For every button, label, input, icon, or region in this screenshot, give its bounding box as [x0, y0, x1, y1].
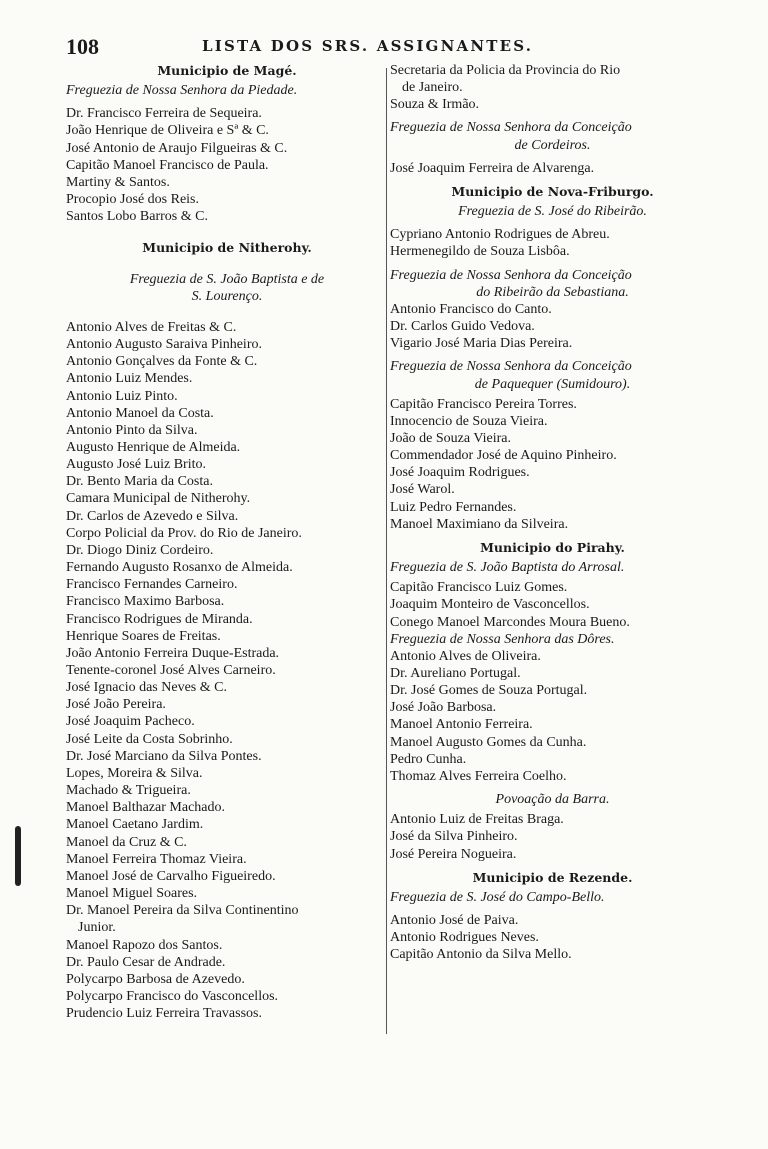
entry: Augusto Henrique de Almeida. [66, 439, 241, 455]
entry: Antonio Alves de Freitas & C. [66, 319, 237, 335]
parish-heading: Freguezia de Nossa Senhora da Conceição [390, 359, 632, 375]
entry: Dr. Aureliano Portugal. [390, 666, 521, 681]
entry: Camara Municipal de Nitherohy. [66, 491, 251, 507]
entry: Lopes, Moreira & Silva. [66, 765, 203, 781]
running-title: LISTA DOS SRS. ASSIGNANTES. [202, 37, 534, 55]
entry: Conego Manoel Marcondes Moura Bueno. [390, 614, 630, 630]
entry: Antonio Rodrigues Neves. [390, 930, 539, 946]
parish-heading: Freguezia de Nossa Senhora da Conceição [390, 267, 632, 283]
entry: José da Silva Pinheiro. [390, 829, 518, 845]
entry: Dr. Bento Maria da Costa. [66, 474, 213, 490]
entry: Manoel Maximiano da Silveira. [390, 516, 569, 532]
entry: José Joaquim Pacheco. [66, 714, 195, 730]
entry: Capitão Manoel Francisco de Paula. [66, 157, 269, 173]
entry: José João Pereira. [66, 697, 166, 713]
entry: Fernando Augusto Rosanxo de Almeida. [66, 560, 293, 576]
entry-list [390, 912, 715, 963]
entry: Dr. Francisco Ferreira de Sequeira. [66, 106, 262, 122]
entry: Polycarpo Barbosa de Azevedo. [66, 971, 245, 987]
entry: Prudencio Luiz Ferreira Travassos. [66, 1006, 262, 1022]
parish-heading: Freguezia de S. João Baptista e de [129, 271, 325, 287]
entry: Joaquim Monteiro de Vasconcellos. [390, 597, 590, 613]
entry: Manoel Balthazar Machado. [66, 800, 225, 816]
entry: Manoel Caetano Jardim. [66, 817, 204, 833]
parish-heading-continued: S. Lourenço. [191, 288, 263, 304]
parish-heading: Freguezia de S. José do Ribeirão. [458, 204, 647, 220]
entry: José Joaquim Rodrigues. [390, 465, 530, 481]
municipality-heading: Municipio de Magé. [157, 63, 297, 78]
entry: Junior. [78, 920, 116, 936]
entry: Cypriano Antonio Rodrigues de Abreu. [390, 227, 610, 243]
entry: Antonio José de Paiva. [390, 913, 519, 929]
parish-heading: Freguezia de Nossa Senhora da Conceição [390, 120, 632, 136]
parish-heading-continued: de Paquequer (Sumidouro). [474, 376, 631, 392]
entry: José João Barbosa. [390, 700, 497, 716]
entry: Pedro Cunha. [390, 751, 467, 767]
entry: José Leite da Costa Sobrinho. [66, 731, 233, 747]
page-number: 108 [66, 34, 99, 59]
entry: Augusto José Luiz Brito. [66, 457, 206, 473]
entry: José Antonio de Araujo Filgueiras & C. [66, 140, 288, 156]
parish-heading-continued: de Cordeiros. [514, 137, 591, 153]
entry: Dr. José Marciano da Silva Pontes. [66, 748, 262, 764]
entry: Capitão Francisco Luiz Gomes. [390, 580, 568, 596]
entry: Manoel da Cruz & C. [66, 834, 187, 850]
entry: Santos Lobo Barros & C. [66, 209, 208, 225]
entry: Antonio Manoel da Costa. [66, 405, 214, 421]
entry: Manoel Antonio Ferreira. [390, 717, 533, 733]
entry: Antonio Luiz Mendes. [66, 371, 193, 387]
entry: Manoel Miguel Soares. [66, 886, 198, 902]
entry: Souza & Irmão. [390, 97, 480, 113]
entry: Martiny & Santos. [66, 174, 170, 190]
municipality-heading: Municipio do Pirahy. [480, 539, 625, 555]
entry: Francisco Fernandes Carneiro. [66, 577, 238, 593]
entry-list [390, 301, 715, 352]
entry: Manoel Rapozo dos Santos. [66, 937, 223, 953]
entry: Tenente-coronel José Alves Carneiro. [66, 663, 276, 678]
municipality-heading: Municipio de Nitherohy. [142, 240, 312, 256]
entry: João Antonio Ferreira Duque-Estrada. [66, 645, 280, 661]
entry: José Warol. [390, 482, 455, 498]
entry: Dr. Manoel Pereira da Silva Continentino [66, 903, 299, 919]
entry: Antonio Pinto da Silva. [66, 422, 198, 438]
entry: Machado & Trigueira. [66, 783, 191, 799]
entry: Dr. Carlos de Azevedo e Silva. [66, 508, 239, 524]
entry: Manoel Ferreira Thomaz Vieira. [66, 851, 247, 867]
entry: Capitão Francisco Pereira Torres. [390, 396, 577, 412]
entry: Luiz Pedro Fernandes. [390, 499, 517, 515]
entry: Dr. Diogo Diniz Cordeiro. [66, 542, 214, 558]
parish-heading-continued: do Ribeirão da Sebastiana. [476, 284, 629, 300]
left-column [66, 62, 388, 1022]
entry: Manoel Augusto Gomes da Cunha. [390, 734, 587, 750]
entry-list [390, 811, 715, 862]
entry: Capitão Antonio da Silva Mello. [390, 947, 572, 963]
entry: Procopio José dos Reis. [66, 192, 199, 208]
entry: Hermenegildo de Souza Lisbôa. [390, 244, 570, 260]
parish-heading: Freguezia de Nossa Senhora das Dôres. [390, 631, 615, 647]
entry-list [390, 648, 715, 785]
entry: Dr. José Gomes de Souza Portugal. [390, 683, 588, 699]
entry: Francisco Rodrigues de Miranda. [66, 611, 253, 627]
entry: Dr. Paulo Cesar de Andrade. [66, 954, 226, 970]
parish-heading: Freguezia de S. João Baptista do Arrosal. [390, 560, 625, 576]
entry: Antonio Luiz de Freitas Braga. [390, 812, 564, 828]
entry: Antonio Luiz Pinto. [66, 388, 178, 404]
margin-ink-mark [15, 826, 21, 886]
entry: Polycarpo Francisco do Vasconcellos. [66, 988, 279, 1004]
right-column [390, 62, 715, 964]
entry: Dr. Carlos Guido Vedova. [390, 319, 535, 335]
entry: Thomaz Alves Ferreira Coelho. [390, 768, 567, 784]
entry: Antonio Augusto Saraiva Pinheiro. [66, 337, 262, 353]
entry: Antonio Francisco do Canto. [390, 301, 552, 317]
page-header [66, 34, 586, 59]
parish-heading: Povoação da Barra. [495, 792, 610, 808]
entry: Secretaria da Policia da Provincia do Rio [390, 63, 621, 78]
entry: João de Souza Vieira. [390, 430, 511, 446]
entry: Antonio Gonçalves da Fonte & C. [66, 354, 258, 370]
entry: Innocencio de Souza Vieira. [390, 413, 548, 429]
entry: de Janeiro. [402, 80, 463, 96]
entry: João Henrique de Oliveira e Sª & C. [66, 123, 269, 139]
entry-list [390, 396, 715, 533]
parish-heading: Freguezia de Nossa Senhora da Piedade. [66, 83, 298, 99]
entry: Commendador José de Aquino Pinheiro. [390, 448, 617, 464]
entry-list [66, 319, 388, 1022]
entry: Vigario José Maria Dias Pereira. [390, 336, 573, 352]
municipality-heading: Municipio de Nova-Friburgo. [451, 183, 654, 199]
parish-heading: Freguezia de S. José do Campo-Bello. [390, 889, 605, 905]
municipality-heading: Municipio de Rezende. [472, 869, 633, 885]
entry-list [66, 105, 388, 225]
entry: Corpo Policial da Prov. do Rio de Janeiro. [66, 525, 302, 541]
entry-list [390, 160, 715, 177]
entry: José Joaquim Ferreira de Alvarenga. [390, 160, 595, 176]
entry: José Ignacio das Neves & C. [66, 680, 227, 696]
entry: Francisco Maximo Barbosa. [66, 594, 225, 610]
entry: Henrique Soares de Freitas. [66, 628, 221, 644]
entry-list [390, 579, 715, 630]
entry: Antonio Alves de Oliveira. [390, 648, 541, 664]
entry: Manoel José de Carvalho Figueiredo. [66, 868, 276, 884]
entry-list [390, 226, 715, 260]
entry: José Pereira Nogueira. [390, 846, 517, 862]
